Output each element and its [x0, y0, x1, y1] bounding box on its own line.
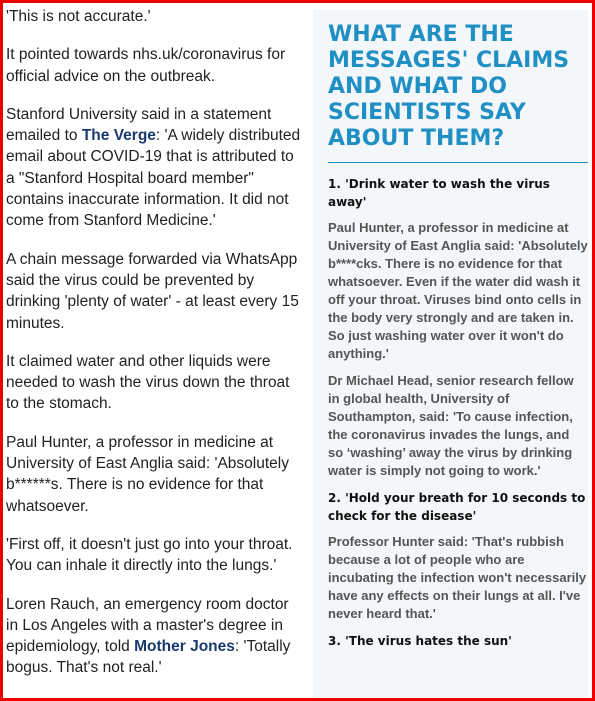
- the-verge-link[interactable]: The Verge: [81, 127, 156, 145]
- article-paragraph: 'This is not accurate.': [6, 8, 151, 25]
- fact-box-sidebar: [313, 10, 588, 698]
- article-paragraph: It claimed water and other liquids were needed to wash the virus down the throat to the stomach.: [6, 352, 290, 413]
- paragraph-text: : 'Totally bogus. That's not real.': [6, 638, 291, 677]
- claim-heading: 1. 'Drink water to wash the virus away': [328, 177, 550, 209]
- article-body: [6, 6, 302, 698]
- paragraph-text: : 'A widely distributed email about COVID-19 that is attributed to a "Stanford Hospital board member" contains inaccurate information. It did not come from Stanford Medicine.': [6, 127, 301, 230]
- sidebar-title: WHAT ARE THE MESSAGES' CLAIMS AND WHAT DO SCIENTISTS SAY ABOUT THEM?: [328, 22, 570, 151]
- claim-heading: 3. 'The virus hates the sun': [328, 634, 512, 648]
- sidebar-divider: [328, 162, 588, 163]
- paragraph-text: Loren Rauch, an emergency room doctor in Los Angeles with a master's degree in epidemiology, told: [6, 595, 289, 656]
- article-paragraph: [6, 594, 302, 679]
- claim-response: Paul Hunter, a professor in medicine at University of East Anglia said: 'Absolutely b****cks. There is no evidence for that whatsoever. Even if the water did wash it off your throat. Viruses bind onto cells in the body very strongly and are taken in. So just washing water over it won't do anything.': [328, 220, 588, 361]
- article-paragraph: It pointed towards nhs.uk/coronavirus for official advice on the outbreak.: [6, 46, 286, 85]
- claim-heading: 2. 'Hold your breath for 10 seconds to check for the disease': [328, 491, 586, 523]
- mother-jones-link[interactable]: Mother Jones: [134, 638, 235, 656]
- paragraph-text: Stanford University said in a statement emailed to: [6, 105, 272, 145]
- article-paragraph: 'First off, it doesn't just go into your throat. You can inhale it directly into the lungs.': [6, 535, 293, 575]
- article-paragraph: Paul Hunter, a professor in medicine at University of East Anglia said: 'Absolutely b******s. There is no evidence for that whatsoever.: [6, 433, 289, 515]
- article-paragraph: A chain message forwarded via WhatsApp said the virus could be prevented by drinking 'plenty of water' - at least every 15 minutes.: [6, 250, 299, 332]
- claim-response: Dr Michael Head, senior research fellow in global health, University of Southampton, said: 'To cause infection, the coronavirus invades the lungs, and so ‘washing’ away the virus by drinking water is simply not going to work.': [328, 373, 574, 478]
- article-paragraph: [6, 104, 302, 232]
- claim-response: Professor Hunter said: 'That's rubbish because a lot of people who are incubating the infection won't necessarily have any effects on their lungs at all. I've never heard that.': [328, 534, 587, 621]
